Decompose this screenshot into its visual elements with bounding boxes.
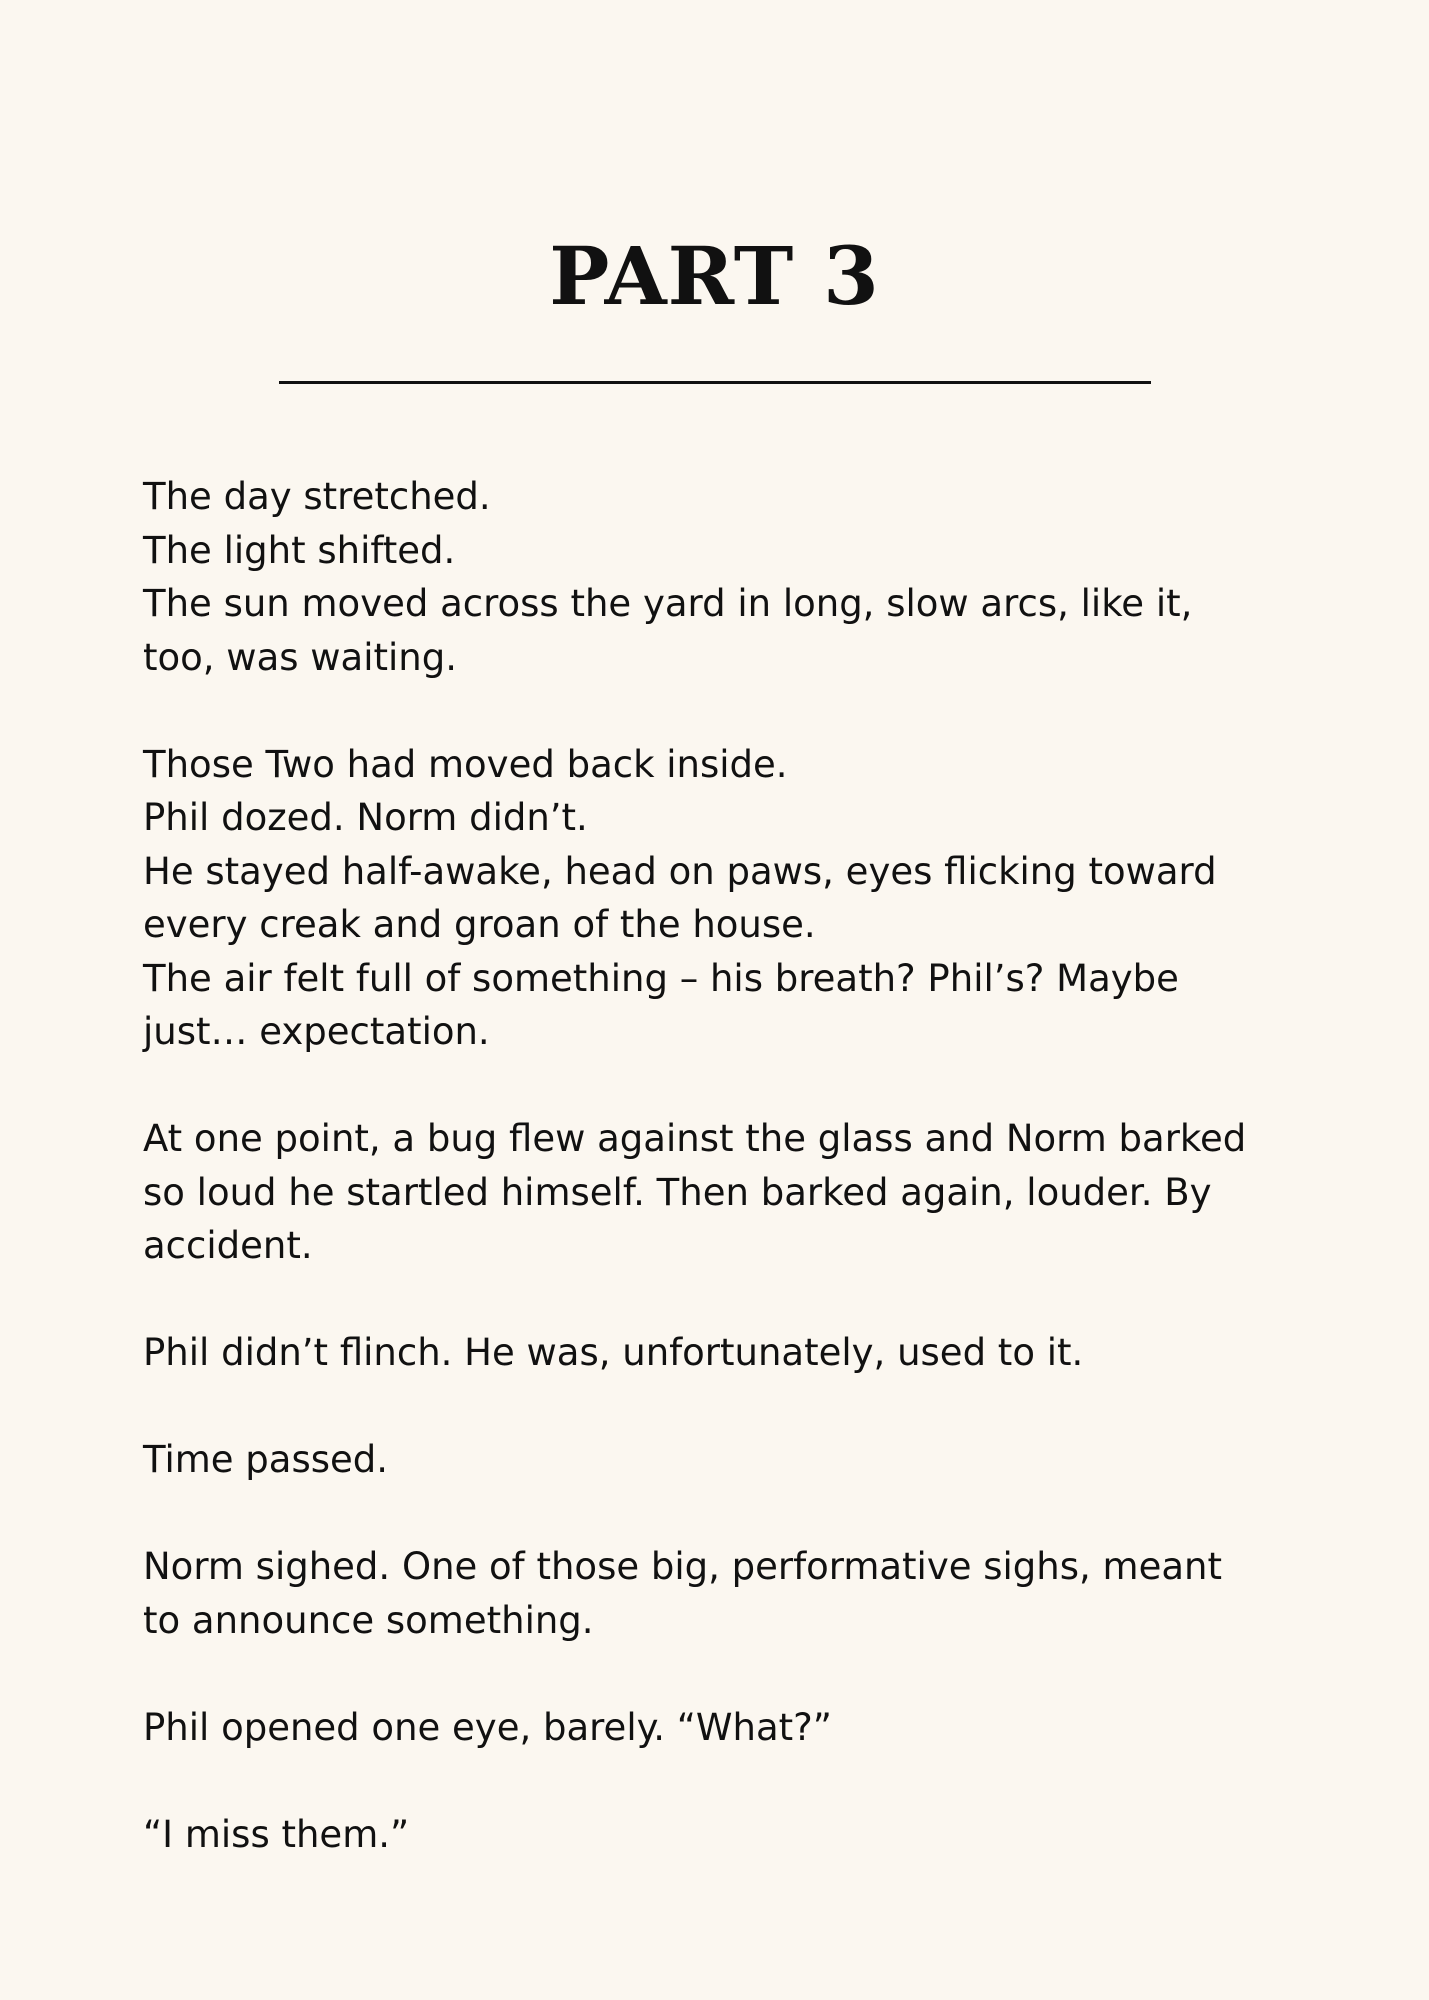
page-title: PART 3 xyxy=(549,229,880,323)
paragraph xyxy=(143,1433,1303,1487)
text-line: Phil didn’t flinch. He was, unfortunately, used to it. xyxy=(143,1331,1084,1374)
title-divider xyxy=(279,381,1151,384)
text-line: Phil opened one eye, barely. “What?” xyxy=(143,1705,832,1749)
text-line: Time passed. xyxy=(143,1438,389,1481)
paragraph xyxy=(143,470,1303,684)
text-line: just… expectation. xyxy=(143,1010,490,1053)
text-line: The light shifted. xyxy=(143,528,456,572)
text-line: to announce something. xyxy=(143,1598,594,1642)
paragraph xyxy=(143,1112,1303,1273)
paragraph xyxy=(143,1701,1303,1755)
paragraph xyxy=(143,1808,1303,1862)
text-line: The sun moved across the yard in long, slow arcs, like it, xyxy=(143,582,1193,625)
text-line: accident. xyxy=(143,1224,313,1267)
text-line: At one point, a bug flew against the glass and Norm barked xyxy=(143,1117,1247,1160)
paragraph xyxy=(143,1326,1303,1380)
paragraph xyxy=(143,738,1303,1059)
text-line: every creak and groan of the house. xyxy=(143,903,816,946)
text-line: too, was waiting. xyxy=(143,635,457,679)
text-line: so loud he startled himself. Then barked again, louder. By xyxy=(143,1170,1212,1214)
text-line: The air felt full of something – his breath? Phil’s? Maybe xyxy=(143,956,1179,1000)
text-line: Those Two had moved back inside. xyxy=(143,742,788,786)
text-line: The day stretched. xyxy=(143,475,491,518)
text-line: He stayed half-awake, head on paws, eyes flicking toward xyxy=(143,849,1217,893)
text-line: Phil dozed. Norm didn’t. xyxy=(143,796,588,839)
text-line: “I miss them.” xyxy=(143,1812,410,1856)
text-line: Norm sighed. One of those big, performative sighs, meant xyxy=(143,1545,1222,1588)
story-text xyxy=(143,470,1303,1915)
paragraph xyxy=(143,1540,1303,1647)
